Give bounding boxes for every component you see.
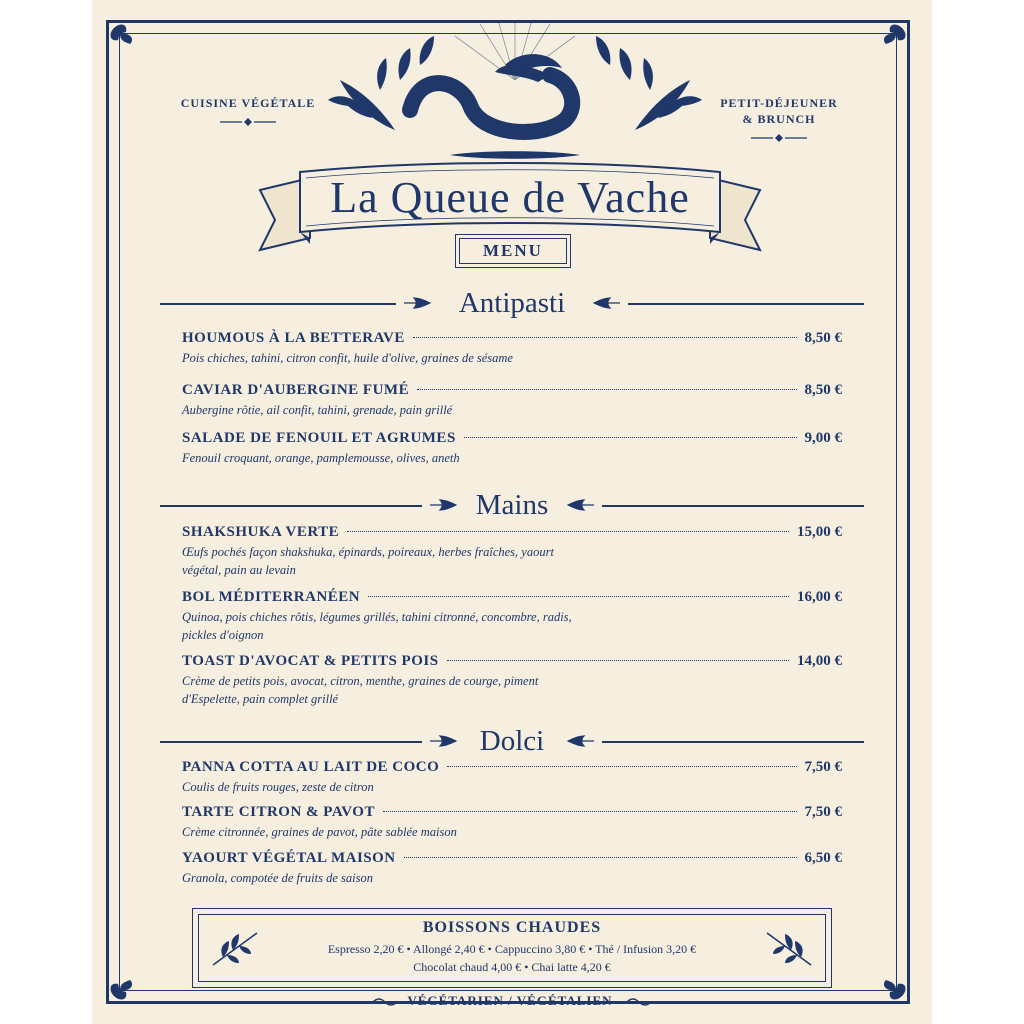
- item-name: PANNA COTTA AU LAIT DE COCO: [182, 759, 440, 775]
- section-title: Antipasti: [458, 287, 566, 319]
- item-price: 7,50 €: [804, 804, 842, 820]
- menu-item: [182, 589, 842, 644]
- menu-item: [182, 382, 842, 419]
- menu-item: [182, 804, 842, 841]
- item-price: 15,00 €: [797, 524, 842, 540]
- divider-ornament-icon: [218, 117, 278, 127]
- corner-leaf-icon: [866, 960, 910, 1004]
- item-name: SHAKSHUKA VERTE: [182, 524, 340, 540]
- item-name: CAVIAR D'AUBERGINE FUMÉ: [182, 382, 410, 398]
- item-description: Crème citronnée, graines de pavot, pâte sablée maison: [182, 825, 457, 839]
- fleuron-icon: [566, 733, 596, 749]
- fleuron-icon: [566, 497, 596, 513]
- menu-item: [182, 524, 842, 579]
- item-price: 8,50 €: [804, 330, 842, 346]
- item-description: Granola, compotée de fruits de saison: [182, 871, 373, 885]
- drinks-line: Espresso 2,20 € • Allongé 2,40 € • Cappuccino 3,80 € • Thé / Infusion 3,20 €: [327, 942, 697, 956]
- drinks-line: Chocolat chaud 4,00 € • Chai latte 4,20 €: [413, 960, 611, 974]
- footer-ornament-icon: [626, 998, 652, 1006]
- item-name: TOAST D'AVOCAT & PETITS POIS: [182, 653, 439, 669]
- item-name: BOL MÉDITERRANÉEN: [182, 589, 361, 605]
- item-price: 16,00 €: [797, 589, 842, 605]
- item-price: 7,50 €: [804, 759, 842, 775]
- menu-item: [182, 759, 842, 796]
- cuisine-tag-text: CUISINE VÉGÉTALE: [180, 96, 316, 110]
- fleuron-icon: [592, 295, 622, 311]
- section-heading-dolci: [160, 726, 864, 756]
- item-name: SALADE DE FENOUIL ET AGRUMES: [182, 430, 456, 446]
- service-tag-line1: PETIT-DÉJEUNER: [720, 96, 838, 110]
- item-price: 6,50 €: [804, 850, 842, 866]
- dietary-footer: VÉGÉTARIEN / VÉGÉTALIEN: [407, 993, 613, 1008]
- item-price: 8,50 €: [804, 382, 842, 398]
- service-tag-line2: & BRUNCH: [742, 112, 816, 126]
- hot-drinks-box: [192, 908, 832, 988]
- menu-item: [182, 850, 842, 887]
- item-description: Quinoa, pois chiches rôtis, légumes grillés, tahini citronné, concombre, radis, pickles d'oignon: [182, 610, 572, 642]
- menu-label-box: [455, 234, 571, 268]
- item-name: TARTE CITRON & PAVOT: [182, 804, 375, 820]
- item-price: 9,00 €: [804, 430, 842, 446]
- section-heading-antipasti: [160, 288, 864, 318]
- item-description: Coulis de fruits rouges, zeste de citron: [182, 780, 374, 794]
- item-description: Pois chiches, tahini, citron confit, huile d'olive, graines de sésame: [182, 351, 513, 365]
- section-heading-mains: [160, 490, 864, 520]
- item-description: Crème de petits pois, avocat, citron, menthe, graines de courge, piment d'Espelette, pain complet grillé: [182, 674, 539, 706]
- divider-ornament-icon: [749, 133, 809, 143]
- item-price: 14,00 €: [797, 653, 842, 669]
- item-description: Fenouil croquant, orange, pamplemousse, olives, aneth: [182, 451, 460, 465]
- restaurant-title: La Queue de Vache: [330, 173, 690, 222]
- corner-leaf-icon: [106, 960, 150, 1004]
- section-title: Dolci: [479, 725, 545, 757]
- menu-item: [182, 430, 842, 467]
- menu-label: MENU: [483, 241, 543, 260]
- item-description: Aubergine rôtie, ail confit, tahini, grenade, pain grillé: [182, 403, 453, 417]
- item-name: HOUMOUS À LA BETTERAVE: [182, 330, 405, 346]
- cow-tail-crest-icon: [300, 10, 730, 170]
- drinks-title: BOISSONS CHAUDES: [422, 919, 602, 936]
- item-name: YAOURT VÉGÉTAL MAISON: [182, 850, 396, 866]
- section-title: Mains: [475, 489, 549, 521]
- corner-leaf-icon: [866, 20, 910, 64]
- menu-item: [182, 330, 842, 367]
- corner-leaf-icon: [106, 20, 150, 64]
- menu-item: [182, 653, 842, 708]
- item-description: Œufs pochés façon shakshuka, épinards, poireaux, herbes fraîches, yaourt végétal, pain au levain: [182, 545, 554, 577]
